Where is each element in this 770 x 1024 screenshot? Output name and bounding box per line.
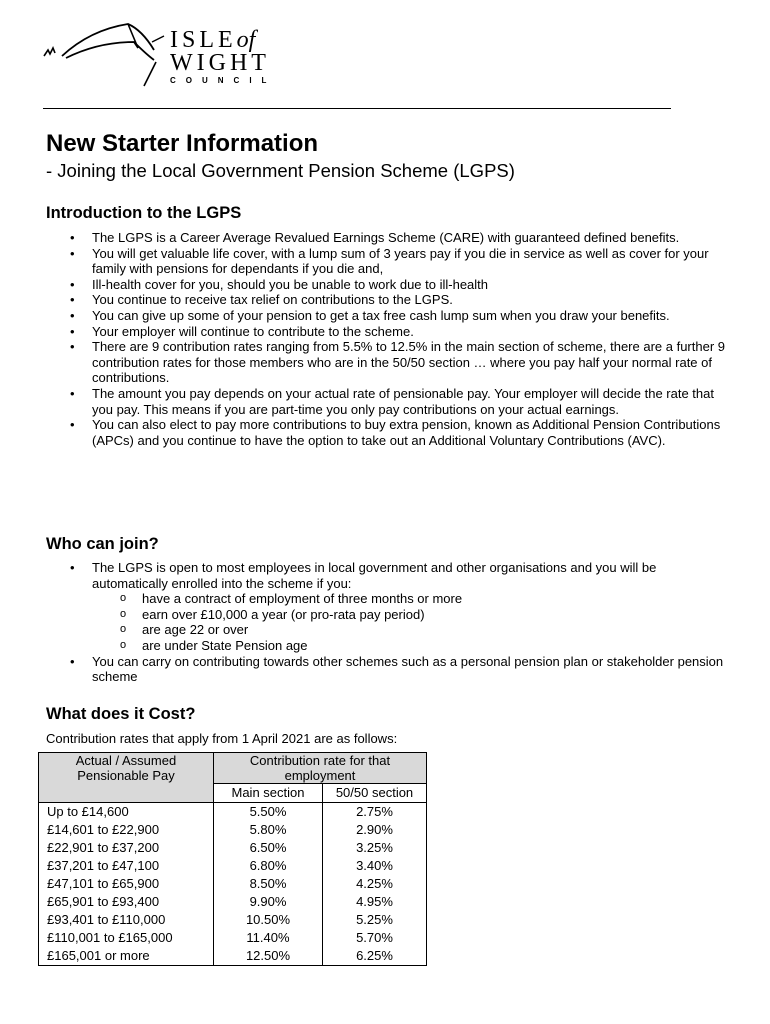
half-rate-cell: 5.70%	[323, 929, 427, 947]
page-subtitle: - Joining the Local Government Pension Scheme (LGPS)	[46, 160, 515, 181]
sub-list-item: o are age 22 or over	[92, 622, 726, 638]
list-item: • You can also elect to pay more contributions to buy extra pension, known as Additional Pension Contributions (APCs) and you continue to have the option to take out an Additional Voluntary Contributions (AVC).	[46, 417, 726, 448]
pay-band-cell: £14,601 to £22,900	[39, 821, 214, 839]
cost-intro: Contribution rates that apply from 1 April 2021 are as follows:	[46, 731, 398, 746]
list-item: • You continue to receive tax relief on contributions to the LGPS.	[46, 292, 726, 308]
list-item: • The amount you pay depends on your actual rate of pensionable pay. Your employer will decide the rate that you pay. This means if you are part-time you only pay contributions on your actual earnings.	[46, 386, 726, 417]
sub-list-item: o are under State Pension age	[92, 638, 726, 654]
logo-isle-text: ISLEof	[170, 27, 256, 53]
main-rate-cell: 12.50%	[214, 947, 323, 966]
main-rate-cell: 8.50%	[214, 875, 323, 893]
main-rate-cell: 6.50%	[214, 839, 323, 857]
fifty-fifty-header: 50/50 section	[323, 784, 427, 803]
table-row	[39, 857, 427, 875]
pay-band-cell: Up to £14,600	[39, 803, 214, 822]
pay-band-cell: £93,401 to £110,000	[39, 911, 214, 929]
sub-list-item: o have a contract of employment of three months or more	[92, 591, 726, 607]
main-rate-cell: 11.40%	[214, 929, 323, 947]
eligibility-sublist	[92, 591, 726, 653]
sub-list-item: o earn over £10,000 a year (or pro-rata pay period)	[92, 607, 726, 623]
main-rate-cell: 6.80%	[214, 857, 323, 875]
wight-birds-icon	[42, 20, 172, 90]
table-row	[39, 929, 427, 947]
pay-band-cell: £37,201 to £47,100	[39, 857, 214, 875]
list-item: • Your employer will continue to contribute to the scheme.	[46, 324, 726, 340]
list-item: • The LGPS is a Career Average Revalued Earnings Scheme (CARE) with guaranteed defined benefits.	[46, 230, 726, 246]
header-divider	[43, 108, 671, 109]
main-rate-cell: 9.90%	[214, 893, 323, 911]
table-row	[39, 911, 427, 929]
list-item: • Ill-health cover for you, should you be unable to work due to ill-health	[46, 277, 726, 293]
pay-band-cell: £47,101 to £65,900	[39, 875, 214, 893]
page-title: New Starter Information	[46, 130, 319, 157]
intro-list	[46, 230, 726, 448]
half-rate-cell: 4.25%	[323, 875, 427, 893]
main-rate-cell: 5.50%	[214, 803, 323, 822]
pay-band-cell: £165,001 or more	[39, 947, 214, 966]
logo-wight-text: WIGHT	[170, 50, 270, 76]
list-item	[46, 560, 726, 654]
pay-band-header: Actual / Assumed Pensionable Pay	[39, 753, 214, 803]
intro-heading: Introduction to the LGPS	[46, 204, 242, 222]
join-heading: Who can join?	[46, 535, 159, 553]
join-list	[46, 560, 726, 685]
half-rate-cell: 4.95%	[323, 893, 427, 911]
pay-band-cell: £65,901 to £93,400	[39, 893, 214, 911]
table-row	[39, 839, 427, 857]
table-row	[39, 875, 427, 893]
contribution-rates-table	[38, 752, 427, 966]
list-item: • You can carry on contributing towards other schemes such as a personal pension plan or stakeholder pension scheme	[46, 654, 726, 685]
half-rate-cell: 3.25%	[323, 839, 427, 857]
table-row	[39, 947, 427, 966]
table-row	[39, 893, 427, 911]
half-rate-cell: 2.75%	[323, 803, 427, 822]
half-rate-cell: 6.25%	[323, 947, 427, 966]
table-row	[39, 821, 427, 839]
join-item-text: The LGPS is open to most employees in local government and other organisations and you will be automatically enrolled into the scheme if you:	[92, 560, 657, 591]
rate-header: Contribution rate for that employment	[214, 753, 427, 784]
council-logo	[42, 20, 292, 90]
cost-heading: What does it Cost?	[46, 705, 196, 723]
pay-band-cell: £22,901 to £37,200	[39, 839, 214, 857]
half-rate-cell: 3.40%	[323, 857, 427, 875]
pay-band-cell: £110,001 to £165,000	[39, 929, 214, 947]
table-row	[39, 803, 427, 822]
main-rate-cell: 10.50%	[214, 911, 323, 929]
main-section-header: Main section	[214, 784, 323, 803]
logo-council-text: COUNCIL	[170, 76, 277, 85]
half-rate-cell: 2.90%	[323, 821, 427, 839]
list-item: • You will get valuable life cover, with a lump sum of 3 years pay if you die in service as well as cover for your family with pensions for dependants if you die and,	[46, 246, 726, 277]
list-item: • There are 9 contribution rates ranging from 5.5% to 12.5% in the main section of scheme, there are a further 9 contribution rates for those members who are in the 50/50 section … where you pay half your normal rate of contributions.	[46, 339, 726, 386]
half-rate-cell: 5.25%	[323, 911, 427, 929]
main-rate-cell: 5.80%	[214, 821, 323, 839]
list-item: • You can give up some of your pension to get a tax free cash lump sum when you draw your benefits.	[46, 308, 726, 324]
